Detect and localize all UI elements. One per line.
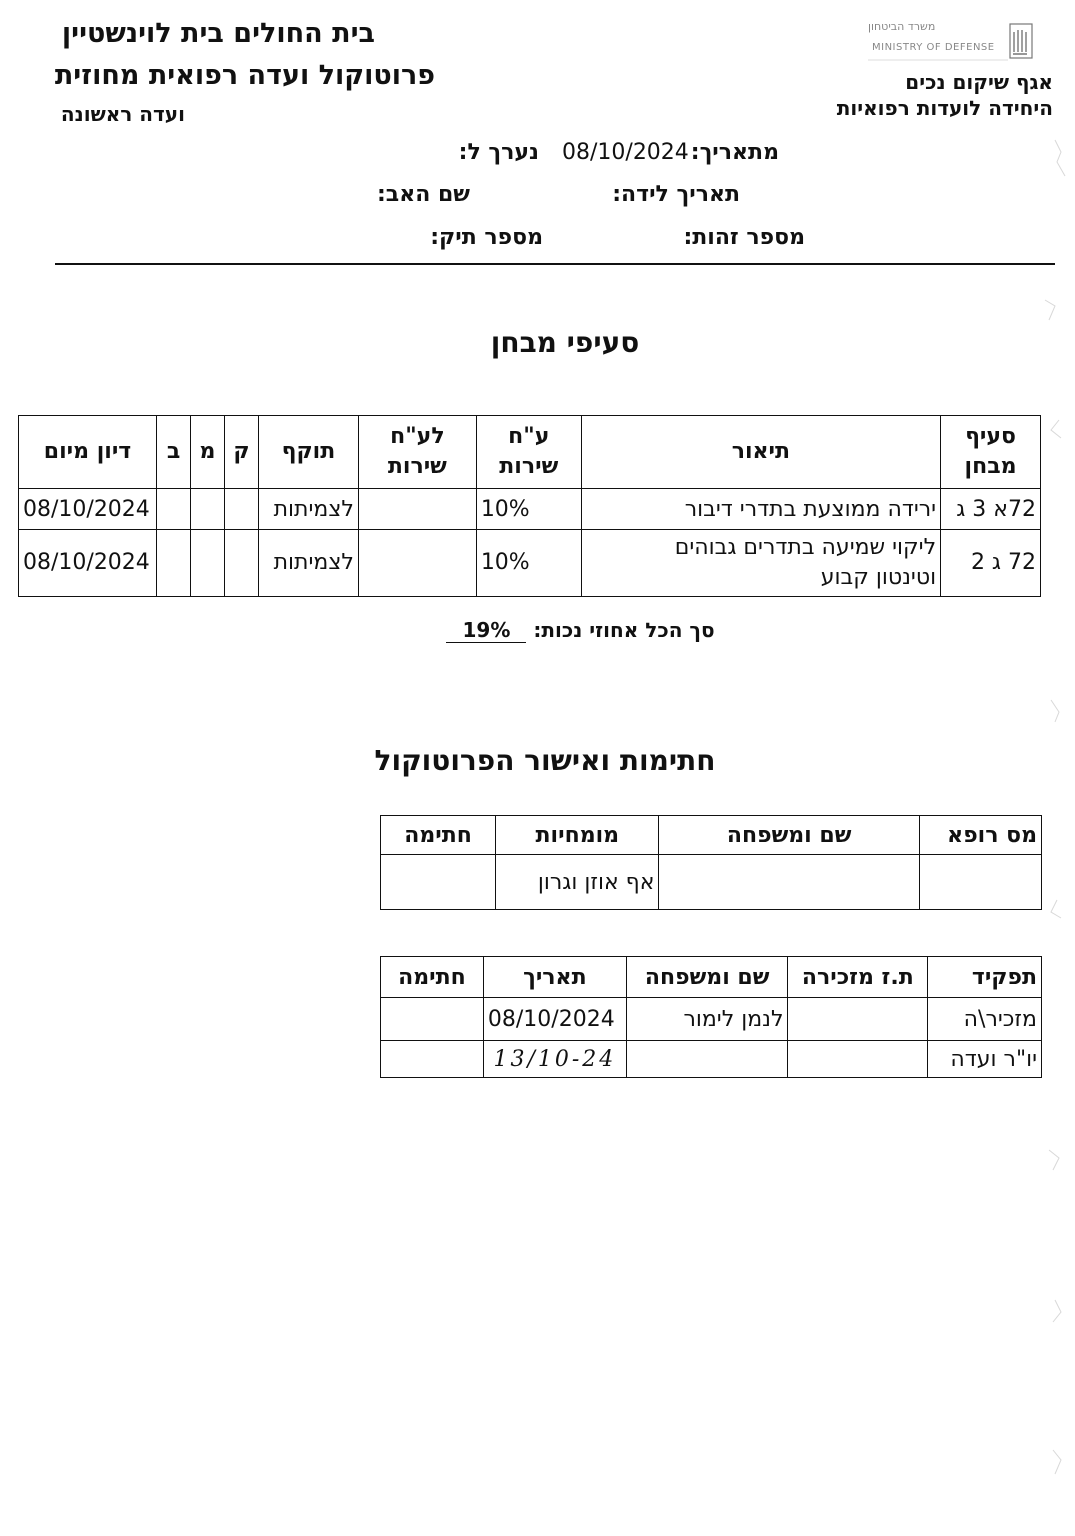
doctor-signature	[381, 855, 496, 910]
doctor-name	[659, 855, 919, 910]
ministry-name-english: MINISTRY OF DEFENSE	[872, 42, 995, 53]
total-value: 19%	[446, 618, 526, 643]
service-percent: 10%	[476, 489, 581, 530]
col-header-b: ב	[157, 416, 191, 489]
k-cell	[225, 530, 259, 597]
section-description: ליקוי שמיעה בתדרים גבוהים וטינטון קבוע	[581, 530, 940, 597]
col-header-description: תיאור	[581, 416, 940, 489]
table-row	[19, 530, 1041, 597]
col-header-not-service: לע"ח שירות	[358, 416, 476, 489]
col-header-signature: חתימה	[381, 957, 484, 998]
medical-committees-unit: היחידה לועדות רפואיות	[836, 96, 1053, 120]
committee-type: ועדה ראשונה	[60, 102, 185, 126]
file-number-label: מספר תיק:	[430, 225, 543, 250]
full-name	[626, 1041, 788, 1078]
col-header-k: ק	[225, 416, 259, 489]
signature	[381, 998, 484, 1041]
ministry-name-hebrew: משרד הביטחון	[868, 20, 936, 33]
section-code: 72א 3 ג	[941, 489, 1041, 530]
col-header-full-name: שם ומשפחה	[659, 816, 919, 855]
total-label: סך הכל אחוזי נכות:	[533, 618, 715, 642]
table-header-row	[381, 816, 1042, 855]
full-name: לנמן לימור	[626, 998, 788, 1041]
scan-noise-strip	[1015, 0, 1075, 1536]
section-code: 72 ג 2	[941, 530, 1041, 597]
table-row	[19, 489, 1041, 530]
col-header-service: ע"ח שירות	[476, 416, 581, 489]
secretary-id	[788, 998, 928, 1041]
col-header-discussion-date: דיון מיום	[19, 416, 157, 489]
date: 08/10/2024	[483, 998, 626, 1041]
doctor-specialty: אף אוזן וגרון	[496, 855, 659, 910]
handwritten-date: 13/10-24	[483, 1041, 626, 1078]
not-service-percent	[358, 489, 476, 530]
col-header-specialty: מומחיות	[496, 816, 659, 855]
father-name-label: שם האב:	[376, 182, 470, 207]
discussion-date: 08/10/2024	[19, 489, 157, 530]
k-cell	[225, 489, 259, 530]
signature	[381, 1041, 484, 1078]
protocol-title: פרוטוקול ועדה רפואית מחוזית	[54, 60, 435, 91]
header-divider	[55, 263, 1055, 265]
table-row	[381, 855, 1042, 910]
date-value: 08/10/2024	[562, 140, 689, 165]
table-row	[381, 1041, 1042, 1078]
signatures-title: חתימות ואישור הפרוטוקול	[374, 744, 716, 777]
doctors-table	[380, 815, 1042, 910]
role: יו"ר ועדה	[928, 1041, 1042, 1078]
table-row	[381, 998, 1042, 1041]
secretary-table	[380, 956, 1042, 1078]
col-header-m: מ	[191, 416, 225, 489]
section-description: ירידה ממוצעת בתדרי דיבור	[581, 489, 940, 530]
table-header-row	[381, 957, 1042, 998]
col-header-doctor-no: מס רופא	[919, 816, 1041, 855]
role: מזכיר\ה	[928, 998, 1042, 1041]
secretary-id	[788, 1041, 928, 1078]
exam-sections-title: סעיפי מבחן	[490, 326, 640, 359]
col-header-secretary-id: ת.ז מזכירה	[788, 957, 928, 998]
b-cell	[157, 530, 191, 597]
col-header-section: סעיף מבחן	[941, 416, 1041, 489]
not-service-percent	[358, 530, 476, 597]
date-label: מתאריך:	[690, 140, 779, 165]
col-header-role: תפקיד	[928, 957, 1042, 998]
prepared-for-label: נערך ל:	[458, 140, 539, 165]
col-header-signature: חתימה	[381, 816, 496, 855]
id-number-label: מספר זהות:	[683, 225, 805, 250]
b-cell	[157, 489, 191, 530]
validity: לצמיתות	[258, 489, 358, 530]
m-cell	[191, 489, 225, 530]
hospital-name: בית החולים בית לוינשטיין	[61, 18, 375, 49]
col-header-full-name: שם ומשפחה	[626, 957, 788, 998]
validity: לצמיתות	[258, 530, 358, 597]
exam-sections-table	[18, 415, 1041, 597]
col-header-date: תאריך	[483, 957, 626, 998]
birth-date-label: תאריך לידה:	[612, 182, 740, 207]
rehab-division: אגף שיקום נכים	[905, 70, 1053, 94]
discussion-date: 08/10/2024	[19, 530, 157, 597]
table-header-row	[19, 416, 1041, 489]
col-header-validity: תוקף	[258, 416, 358, 489]
m-cell	[191, 530, 225, 597]
service-percent: 10%	[476, 530, 581, 597]
total-disability-line	[0, 618, 1075, 643]
